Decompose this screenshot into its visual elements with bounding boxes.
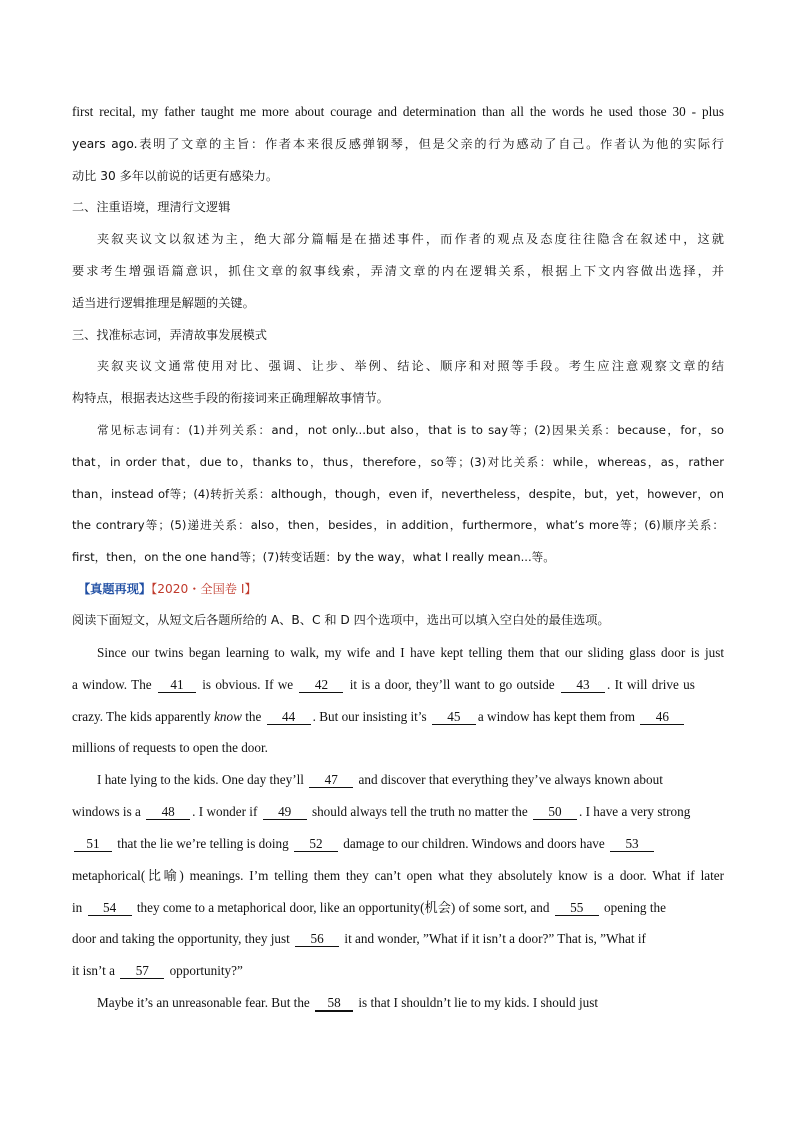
blank-51: 51 bbox=[74, 837, 112, 852]
paragraph-line: 动比 30 多年以前说的话更有感染力。 bbox=[72, 169, 279, 183]
blank-50: 50 bbox=[533, 805, 577, 820]
passage-line: millions of requests to open the door. bbox=[72, 740, 268, 755]
passage-line: I hate lying to the kids. One day they’ll 47 and discover that everything they’ve always known about bbox=[97, 772, 663, 787]
blank-46: 46 bbox=[640, 710, 684, 725]
passage-line: a window. The 41 is obvious. If we 42 it is a door, they’ll want to go outside 43 . It will drive us bbox=[72, 677, 695, 692]
blank-58: 58 bbox=[315, 996, 353, 1012]
paragraph-line: first，then，on the one hand等；(7)转变话题：by the way，what I really mean...等。 bbox=[72, 550, 555, 564]
paragraph-line: 夹叙夹议文以叙述为主，绝大部分篇幅是在描述事件，而作者的观点及态度往往隐含在叙述中，这就 bbox=[97, 232, 724, 246]
passage-line: door and taking the opportunity, they just 56 it and wonder, ”What if it isn’t a door?” That is, ”What if bbox=[72, 931, 646, 946]
passage-line: windows is a 48 . I wonder if 49 should always tell the truth no matter the 50 . I have a very strong bbox=[72, 804, 691, 819]
paragraph-line: 夹叙夹议文通常使用对比、强调、让步、举例、结论、顺序和对照等手段。考生应注意观察文章的结 bbox=[97, 359, 724, 373]
passage-line: it isn’t a 57 opportunity?” bbox=[72, 963, 243, 978]
section-heading: 三、找准标志词，弄清故事发展模式 bbox=[72, 328, 267, 342]
passage-line: 51 that the lie we’re telling is doing 52 damage to our children. Windows and doors have 53 bbox=[72, 836, 724, 852]
blank-57: 57 bbox=[120, 964, 164, 979]
passage-line: crazy. The kids apparently know the 44 . But our insisting it’s 45 a window has kept them from 46 bbox=[72, 709, 724, 725]
blank-43: 43 bbox=[561, 678, 605, 693]
paragraph-line: that，in order that，due to，thanks to，thus，therefore，so等；(3)对比关系：while，whereas，as，rather bbox=[72, 455, 724, 469]
blank-48: 48 bbox=[146, 805, 190, 820]
paragraph-line: 要求考生增强语篇意识，抓住文章的叙事线索，弄清文章的内在逻辑关系，根据上下文内容做出选择，并 bbox=[72, 264, 724, 278]
blank-54: 54 bbox=[88, 901, 132, 916]
paragraph-line: 适当进行逻辑推理是解题的关键。 bbox=[72, 296, 255, 310]
paragraph-line: the contrary等；(5)递进关系：also，then，besides，in addition，furthermore，what’s more等；(6)顺序关系： bbox=[72, 518, 724, 532]
instruction-text: 阅读下面短文，从短文后各题所给的 A、B、C 和 D 四个选项中，选出可以填入空白处的最佳选项。 bbox=[72, 613, 610, 627]
blank-42: 42 bbox=[299, 678, 343, 693]
blank-53: 53 bbox=[610, 837, 654, 852]
blank-44: 44 bbox=[267, 710, 311, 725]
paragraph-line: years ago.表明了文章的主旨：作者本来很反感弹钢琴，但是父亲的行为感动了自己。作者认为他的实际行 bbox=[72, 137, 724, 151]
blank-52: 52 bbox=[294, 837, 338, 852]
paragraph-line: 构特点，根据表达这些手段的衔接词来正确理解故事情节。 bbox=[72, 391, 389, 405]
blank-55: 55 bbox=[555, 901, 599, 916]
paragraph-line: 常见标志词有：(1)并列关系：and，not only...but also，that is to say等；(2)因果关系：because，for，so bbox=[97, 423, 724, 437]
passage-line: Maybe it’s an unreasonable fear. But the 58 is that I shouldn’t lie to my kids. I should just bbox=[97, 995, 599, 1010]
blank-41: 41 bbox=[158, 678, 196, 693]
paragraph-line: than，instead of等；(4)转折关系：although，though，even if，nevertheless，despite，but，yet，however，on bbox=[72, 487, 724, 501]
source-tag bbox=[78, 581, 730, 597]
blank-45: 45 bbox=[432, 710, 476, 725]
blank-49: 49 bbox=[263, 805, 307, 820]
paragraph-line: first recital, my father taught me more about courage and determination than all the words he used those 30 - plus bbox=[72, 104, 724, 119]
passage-line: Since our twins began learning to walk, my wife and I have kept telling them that our sliding glass door is just bbox=[97, 645, 724, 660]
blank-47: 47 bbox=[309, 773, 353, 788]
blank-56: 56 bbox=[295, 932, 339, 947]
real-exam-tag: 【真题再现】 bbox=[78, 582, 152, 596]
passage-line: metaphorical(比喻) meanings. I’m telling them they can’t open what they absolutely know is a door. What if later bbox=[72, 868, 724, 883]
exam-reference: 【2020・全国卷 I】 bbox=[151, 582, 257, 596]
section-heading: 二、注重语境，理清行文逻辑 bbox=[72, 200, 231, 214]
passage-line: in 54 they come to a metaphorical door, like an opportunity(机会) of some sort, and 55 opening the bbox=[72, 900, 666, 915]
